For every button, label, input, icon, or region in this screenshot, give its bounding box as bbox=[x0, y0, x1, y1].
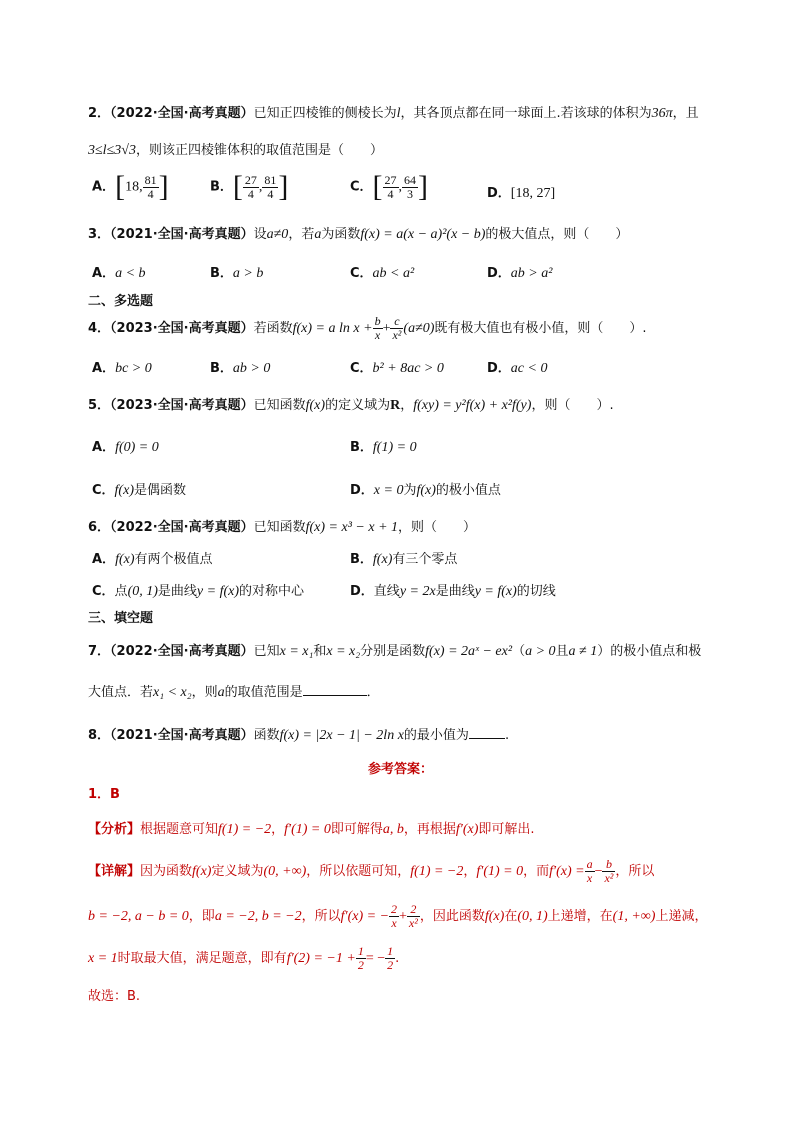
option-label: B． bbox=[210, 179, 233, 195]
option-label: A． bbox=[92, 179, 116, 195]
option-text: 有两个极值点 bbox=[134, 552, 213, 567]
option-label: A． bbox=[92, 266, 116, 281]
math-expr: b² + 8ac > 0 bbox=[372, 361, 444, 376]
math-expr: ab > a² bbox=[510, 266, 553, 281]
question-number: 2． bbox=[88, 106, 111, 121]
question-source: （2022·全国·高考真题） bbox=[110, 106, 254, 121]
detail-line-2: b = −2, a − b = 0，即a = −2, b = −2，所以f′(x) = − $\frac{2}{x}$ + $\frac{2}{\text{x²}}$ ，因此函数f(x)在(0, 1)上递增，在(1, +∞)上递减， bbox=[88, 902, 708, 930]
fraction: $\frac{b}{x}$ bbox=[374, 314, 381, 342]
option-text: 的切线 bbox=[516, 584, 556, 599]
math-op: + bbox=[382, 321, 391, 336]
math-expr: ab < a² bbox=[372, 266, 415, 281]
math-expr: y = 2x bbox=[399, 584, 436, 599]
math-expr: f(x) = a(x − a)²(x − b) bbox=[360, 227, 486, 242]
bracket: [ bbox=[372, 170, 383, 203]
question-6-line-1 bbox=[88, 516, 476, 536]
math-expr: y = f(x) bbox=[196, 584, 239, 599]
question-text: ，则 bbox=[191, 685, 218, 700]
math-expr: [18, 27] bbox=[510, 186, 556, 201]
math-expr: ab > 0 bbox=[232, 361, 271, 376]
question-text: ，则该正四棱锥体积的取值范围是（ ） bbox=[135, 143, 383, 158]
math-expr: f(x) = |2x − 1| − 2ln x bbox=[279, 728, 404, 743]
math-expr: a ≠ 1 bbox=[568, 644, 598, 659]
option-a[interactable] bbox=[92, 262, 146, 282]
question-3-line-1 bbox=[88, 223, 628, 243]
fraction: $\frac{c}{\text{x²}}$ bbox=[392, 314, 402, 342]
option-text: 的对称中心 bbox=[239, 584, 305, 599]
detail-tag: 【详解】 bbox=[88, 864, 141, 879]
fraction: $\frac{27}{4}$ bbox=[244, 172, 257, 201]
question-text: 的最小值为 bbox=[403, 728, 469, 743]
math-expr: f(x) bbox=[305, 398, 326, 413]
option-label: D． bbox=[487, 186, 511, 201]
question-text: 若函数 bbox=[253, 321, 293, 336]
option-label: C． bbox=[350, 266, 373, 281]
question-source: （2023·全国·高考真题） bbox=[110, 321, 254, 336]
option-d[interactable] bbox=[487, 357, 547, 377]
question-text: 的极大值点，则（ ） bbox=[485, 227, 629, 242]
question-2-line-1 bbox=[88, 102, 699, 122]
bracket: [ bbox=[115, 170, 126, 203]
option-text: 有三个零点 bbox=[392, 552, 458, 567]
answer-1: 1．B bbox=[88, 787, 120, 802]
section-heading: 二、多选题 bbox=[88, 294, 154, 309]
question-text: 已知 bbox=[253, 644, 280, 659]
option-d[interactable] bbox=[350, 479, 501, 499]
option-c[interactable] bbox=[92, 580, 304, 600]
math-expr: 18, bbox=[125, 179, 143, 195]
option-label: A． bbox=[92, 440, 116, 455]
option-label: C． bbox=[350, 179, 373, 195]
option-label: D． bbox=[487, 266, 511, 281]
math-expr: (0, 1) bbox=[127, 584, 158, 599]
math-expr: f(1) = 0 bbox=[372, 440, 417, 455]
math-expr: a > 0 bbox=[525, 644, 556, 659]
bracket: ] bbox=[278, 170, 289, 203]
fraction: $\frac{1}{2}$ bbox=[387, 944, 394, 972]
option-a[interactable] bbox=[92, 436, 159, 456]
question-text: 的定义域为 bbox=[325, 398, 391, 413]
option-label: C． bbox=[350, 361, 373, 376]
option-b[interactable] bbox=[210, 262, 263, 282]
question-text: 设 bbox=[253, 227, 267, 242]
fraction: $\frac{b}{\text{x²}}$ bbox=[604, 857, 614, 885]
question-number: 3． bbox=[88, 227, 111, 242]
question-number: 8． bbox=[88, 728, 111, 743]
math-expr: ac < 0 bbox=[510, 361, 548, 376]
fraction: $\frac{81}{4}$ bbox=[264, 172, 277, 201]
question-text: 已知函数 bbox=[253, 520, 306, 535]
question-text: 和 bbox=[313, 644, 327, 659]
math-expr: f(x) bbox=[372, 552, 393, 567]
question-7-line-2 bbox=[88, 681, 380, 701]
question-text: ． bbox=[366, 685, 380, 700]
math-var: a bbox=[314, 227, 322, 242]
option-text: 直线 bbox=[373, 584, 400, 599]
bracket: ] bbox=[158, 170, 169, 203]
question-text: （ bbox=[512, 644, 526, 659]
option-a[interactable] bbox=[92, 172, 169, 202]
option-label: B． bbox=[350, 440, 373, 455]
question-text: ，且 bbox=[672, 106, 699, 121]
question-text: ，则（ ）. bbox=[531, 398, 614, 413]
section-heading: 三、填空题 bbox=[88, 611, 154, 626]
option-text: 为 bbox=[403, 483, 417, 498]
fraction: $\frac{2}{\text{x²}}$ bbox=[408, 902, 418, 930]
question-text: 为函数 bbox=[321, 227, 361, 242]
option-c[interactable] bbox=[92, 479, 186, 499]
option-b[interactable] bbox=[350, 436, 417, 456]
option-text: 是曲线 bbox=[157, 584, 197, 599]
math-expr: f(x) bbox=[114, 483, 134, 498]
question-text: 且 bbox=[555, 644, 569, 659]
math-expr: f(x) bbox=[115, 552, 135, 567]
detail-line-1: 【详解】因为函数f(x)定义域为(0, +∞)，所以依题可知，f(1) = −2，f′(1) = 0，而f′(x) = $\frac{a}{x}$ − $\frac{b}{\text{x²}}$ ，所以 bbox=[88, 857, 655, 885]
question-source: （2021·全国·高考真题） bbox=[110, 728, 254, 743]
detail-line-3: x = 1时取最大值，满足题意，即有f′(2) = −1 + $\frac{1}{2}$ = − $\frac{1}{2}$ . bbox=[88, 944, 400, 972]
question-text: 大值点．若 bbox=[88, 685, 154, 700]
fraction: $\frac{27}{4}$ bbox=[384, 172, 397, 201]
question-text: . bbox=[504, 728, 510, 743]
comma: , bbox=[398, 179, 403, 195]
question-source: （2022·全国·高考真题） bbox=[110, 520, 254, 535]
analysis-tag: 【分析】 bbox=[88, 822, 141, 837]
question-number: 4． bbox=[88, 321, 111, 336]
option-d[interactable] bbox=[487, 182, 555, 202]
question-5-line-1 bbox=[88, 394, 614, 414]
final-choice: 故选：B. bbox=[88, 989, 141, 1004]
math-expr: f(x) bbox=[416, 483, 436, 498]
bracket: [ bbox=[232, 170, 243, 203]
question-text: ，若 bbox=[288, 227, 315, 242]
fraction: $\frac{81}{4}$ bbox=[144, 172, 157, 201]
option-label: A． bbox=[92, 361, 116, 376]
question-text: ，则（ ） bbox=[398, 520, 477, 535]
option-label: B． bbox=[350, 552, 373, 567]
question-4-line-1 bbox=[88, 315, 647, 342]
math-set: R bbox=[390, 398, 401, 413]
answer-blank[interactable] bbox=[469, 726, 505, 739]
question-text: ，其各顶点都在同一球面上.若该球的体积为 bbox=[400, 106, 652, 121]
option-text: 的极小值点 bbox=[435, 483, 501, 498]
math-expr: a < b bbox=[115, 266, 146, 281]
bracket: ] bbox=[418, 170, 429, 203]
question-text: 的取值范围是 bbox=[224, 685, 303, 700]
option-label: D． bbox=[350, 483, 374, 498]
math-expr: x₁ < x₂ bbox=[153, 685, 192, 700]
math-var: l bbox=[396, 106, 401, 121]
question-source: （2023·全国·高考真题） bbox=[110, 398, 254, 413]
math-expr: f(xy) = y²f(x) + x²f(y) bbox=[413, 398, 532, 413]
option-label: C． bbox=[92, 483, 115, 498]
question-number: 7． bbox=[88, 644, 111, 659]
fraction: $\frac{1}{2}$ bbox=[357, 944, 364, 972]
math-expr: 3≤l≤3√3 bbox=[88, 143, 136, 158]
option-a[interactable] bbox=[92, 357, 152, 377]
fraction: $\frac{a}{x}$ bbox=[586, 857, 593, 885]
question-text: 既有极大值也有极小值，则（ ）. bbox=[434, 321, 647, 336]
option-c[interactable] bbox=[350, 357, 444, 377]
math-expr: (a≠0) bbox=[403, 321, 435, 336]
option-b[interactable] bbox=[350, 548, 457, 568]
option-label: D． bbox=[350, 584, 374, 599]
math-expr: a≠0 bbox=[266, 227, 289, 242]
math-expr: x = x₁ bbox=[279, 644, 314, 659]
question-text: 已知函数 bbox=[253, 398, 306, 413]
question-2-line-2 bbox=[88, 139, 383, 159]
math-expr: a > b bbox=[232, 266, 264, 281]
math-var: a bbox=[217, 685, 225, 700]
analysis: 【分析】根据题意可知f(1) = −2，f′(1) = 0即可解得a, b，再根据f′(x)即可解出. bbox=[88, 822, 535, 837]
math-expr: f(x) = 2aˣ − ex² bbox=[425, 644, 513, 659]
math-expr: y = f(x) bbox=[474, 584, 517, 599]
question-text: ）的极小值点和极 bbox=[597, 644, 702, 659]
option-b[interactable] bbox=[210, 172, 288, 202]
option-b[interactable] bbox=[210, 357, 270, 377]
option-c[interactable] bbox=[350, 172, 428, 202]
option-d[interactable] bbox=[350, 580, 556, 600]
option-text: 是曲线 bbox=[435, 584, 475, 599]
option-label: C． bbox=[92, 584, 115, 599]
question-number: 5． bbox=[88, 398, 111, 413]
option-label: B． bbox=[210, 361, 233, 376]
question-text: 分别是函数 bbox=[360, 644, 426, 659]
math-expr: bc > 0 bbox=[115, 361, 152, 376]
option-a[interactable] bbox=[92, 548, 213, 568]
option-label: A． bbox=[92, 552, 116, 567]
option-c[interactable] bbox=[350, 262, 414, 282]
option-text: 点 bbox=[114, 584, 128, 599]
question-number: 6． bbox=[88, 520, 111, 535]
fraction: $\frac{2}{x}$ bbox=[391, 902, 398, 930]
question-source: （2022·全国·高考真题） bbox=[110, 644, 254, 659]
comma: , bbox=[258, 179, 263, 195]
math-expr: x = 0 bbox=[373, 483, 404, 498]
answer-title: 参考答案： bbox=[368, 762, 434, 777]
option-d[interactable] bbox=[487, 262, 552, 282]
question-8-line-1 bbox=[88, 724, 509, 744]
option-label: B． bbox=[210, 266, 233, 281]
answer-blank[interactable] bbox=[303, 683, 367, 696]
math-expr: f(0) = 0 bbox=[115, 440, 159, 455]
fraction: $\frac{64}{3}$ bbox=[404, 172, 417, 201]
math-expr: 36π bbox=[651, 106, 673, 121]
question-text: ， bbox=[400, 398, 414, 413]
question-source: （2021·全国·高考真题） bbox=[110, 227, 254, 242]
question-7-line-1 bbox=[88, 640, 701, 660]
math-expr: x = x₂ bbox=[326, 644, 361, 659]
option-label: D． bbox=[487, 361, 511, 376]
option-text: 是偶函数 bbox=[133, 483, 186, 498]
math-expr: f(x) = a ln x + bbox=[292, 321, 373, 336]
math-expr: f(x) = x³ − x + 1 bbox=[305, 520, 399, 535]
question-text: 已知正四棱锥的侧棱长为 bbox=[253, 106, 397, 121]
question-text: 函数 bbox=[253, 728, 280, 743]
